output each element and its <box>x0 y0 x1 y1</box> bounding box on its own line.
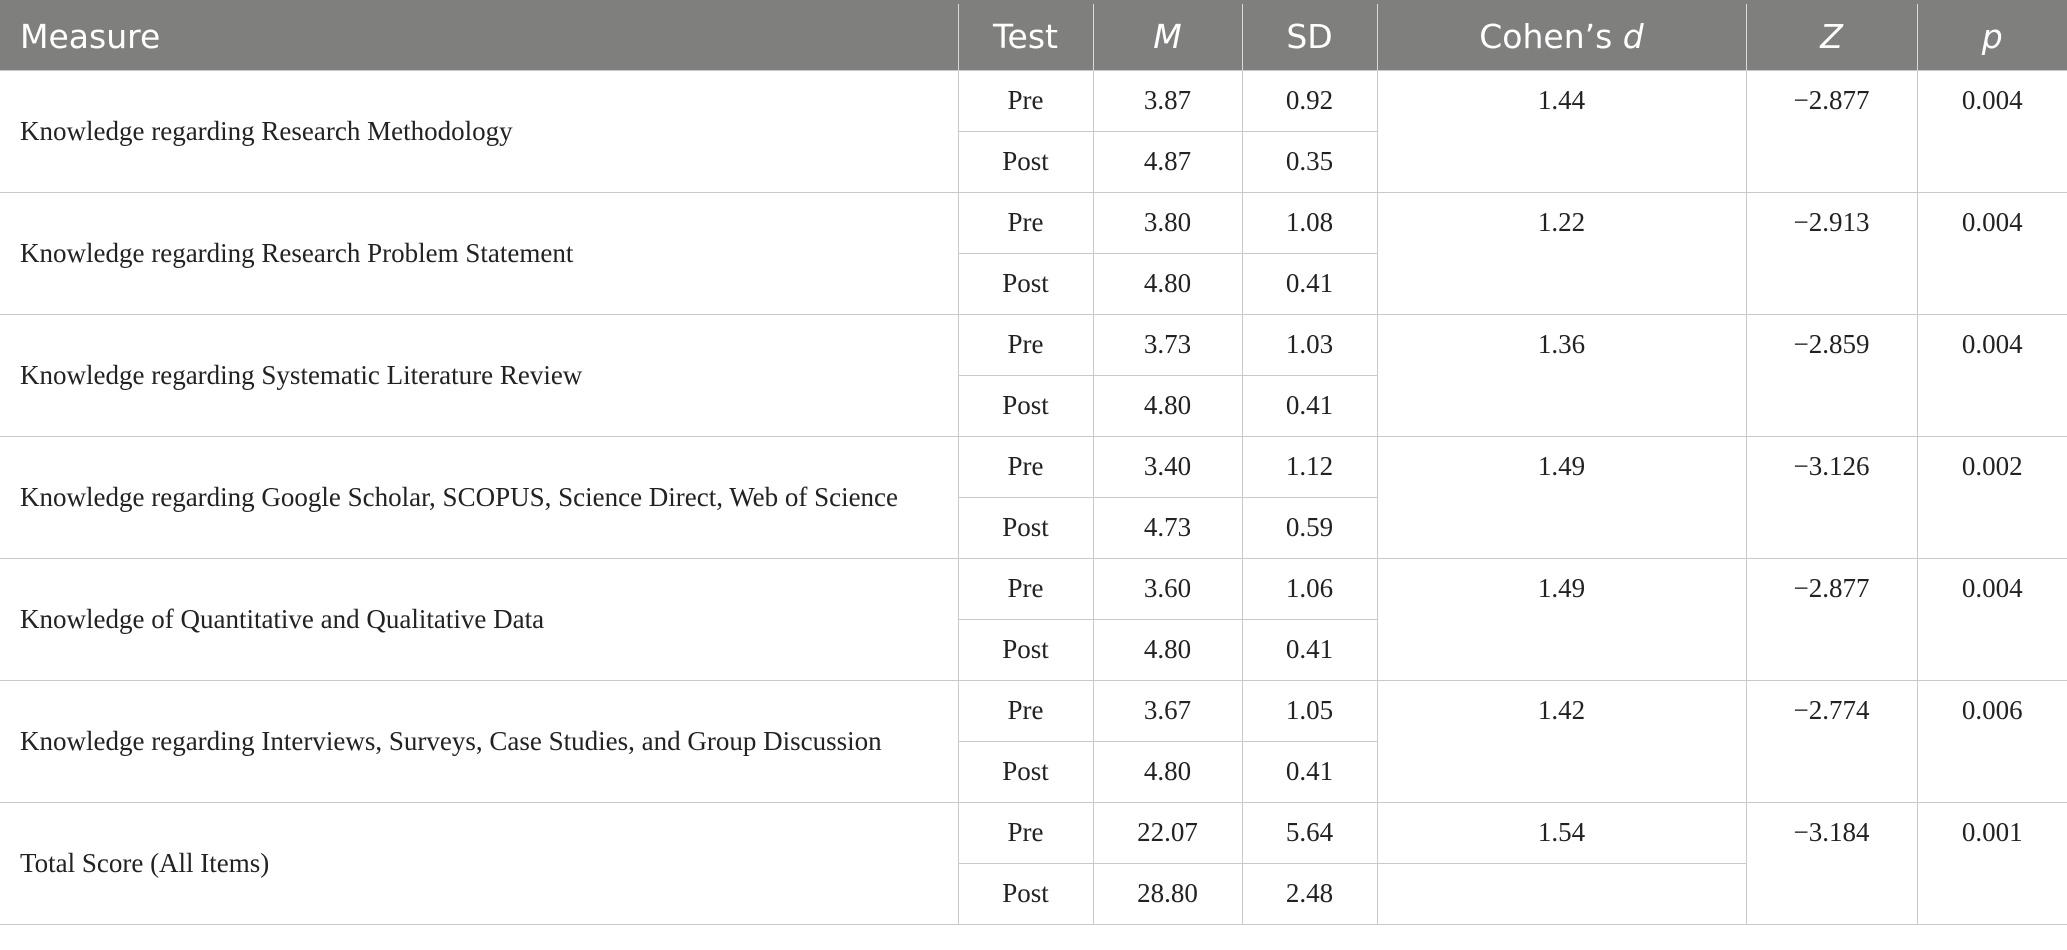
header-row <box>0 2 2067 70</box>
table-row-pre <box>0 192 2067 253</box>
z-cell: −3.126 <box>1746 436 1917 558</box>
cohens-d-cell: 1.36 <box>1377 314 1746 436</box>
header-cohens-d-symbol: d <box>1622 17 1644 57</box>
z-cell: −2.913 <box>1746 192 1917 314</box>
cohens-d-cell: 1.44 <box>1377 70 1746 192</box>
mean-cell: 3.87 <box>1093 70 1242 131</box>
cohens-d-cell: 1.49 <box>1377 558 1746 680</box>
test-cell: Post <box>958 741 1093 802</box>
header-mean <box>1093 2 1242 70</box>
measure-cell: Total Score (All Items) <box>0 802 958 924</box>
sd-cell: 0.35 <box>1242 131 1377 192</box>
mean-cell: 4.80 <box>1093 741 1242 802</box>
sd-cell: 0.92 <box>1242 70 1377 131</box>
cohens-d-cell: 1.49 <box>1377 436 1746 558</box>
p-cell: 0.001 <box>1917 802 2067 924</box>
sd-cell: 1.05 <box>1242 680 1377 741</box>
header-cohens-d <box>1377 2 1746 70</box>
mean-cell: 4.80 <box>1093 253 1242 314</box>
sd-cell: 1.12 <box>1242 436 1377 497</box>
header-test: Test <box>958 2 1093 70</box>
table-row-pre <box>0 680 2067 741</box>
z-cell: −3.184 <box>1746 802 1917 924</box>
test-cell: Post <box>958 497 1093 558</box>
sd-cell: 0.41 <box>1242 253 1377 314</box>
mean-cell: 4.73 <box>1093 497 1242 558</box>
header-z <box>1746 2 1917 70</box>
mean-cell: 28.80 <box>1093 863 1242 924</box>
test-cell: Pre <box>958 70 1093 131</box>
mean-cell: 3.60 <box>1093 558 1242 619</box>
mean-cell: 3.80 <box>1093 192 1242 253</box>
mean-cell: 4.87 <box>1093 131 1242 192</box>
z-cell: −2.859 <box>1746 314 1917 436</box>
sd-cell: 0.41 <box>1242 741 1377 802</box>
mean-cell: 3.73 <box>1093 314 1242 375</box>
measure-cell: Knowledge regarding Google Scholar, SCOPUS, Science Direct, Web of Science <box>0 436 958 558</box>
mean-cell: 4.80 <box>1093 619 1242 680</box>
header-p-label: p <box>1981 17 2003 57</box>
test-cell: Pre <box>958 192 1093 253</box>
measure-cell: Knowledge regarding Research Methodology <box>0 70 958 192</box>
sd-cell: 0.59 <box>1242 497 1377 558</box>
measure-cell: Knowledge regarding Systematic Literature Review <box>0 314 958 436</box>
measure-cell: Knowledge of Quantitative and Qualitative Data <box>0 558 958 680</box>
cohens-d-cell: 1.22 <box>1377 192 1746 314</box>
p-cell: 0.004 <box>1917 314 2067 436</box>
test-cell: Pre <box>958 314 1093 375</box>
measure-cell: Knowledge regarding Research Problem Statement <box>0 192 958 314</box>
mean-cell: 3.67 <box>1093 680 1242 741</box>
cohens-d-cell: 1.42 <box>1377 680 1746 802</box>
table-row-pre <box>0 436 2067 497</box>
header-mean-label: M <box>1153 17 1182 57</box>
p-cell: 0.004 <box>1917 70 2067 192</box>
p-cell: 0.004 <box>1917 558 2067 680</box>
table-row-pre <box>0 314 2067 375</box>
header-cohens-prefix: Cohen’s <box>1479 17 1623 57</box>
test-cell: Post <box>958 375 1093 436</box>
table-row-pre <box>0 802 2067 863</box>
test-cell: Pre <box>958 680 1093 741</box>
test-cell: Post <box>958 253 1093 314</box>
p-cell: 0.004 <box>1917 192 2067 314</box>
cohens-d-cell: 1.54 <box>1377 802 1746 863</box>
table-body <box>0 70 2067 924</box>
sd-cell: 1.03 <box>1242 314 1377 375</box>
p-cell: 0.002 <box>1917 436 2067 558</box>
mean-cell: 22.07 <box>1093 802 1242 863</box>
measure-cell: Knowledge regarding Interviews, Surveys, Case Studies, and Group Discussion <box>0 680 958 802</box>
table-row-pre <box>0 558 2067 619</box>
sd-cell: 2.48 <box>1242 863 1377 924</box>
z-cell: −2.877 <box>1746 558 1917 680</box>
table-row-pre <box>0 70 2067 131</box>
test-cell: Post <box>958 863 1093 924</box>
test-cell: Pre <box>958 802 1093 863</box>
sd-cell: 0.41 <box>1242 619 1377 680</box>
test-cell: Post <box>958 131 1093 192</box>
test-cell: Pre <box>958 436 1093 497</box>
sd-cell: 0.41 <box>1242 375 1377 436</box>
z-cell: −2.774 <box>1746 680 1917 802</box>
z-cell: −2.877 <box>1746 70 1917 192</box>
header-sd: SD <box>1242 2 1377 70</box>
mean-cell: 4.80 <box>1093 375 1242 436</box>
cohens-d-empty-cell <box>1377 863 1746 924</box>
test-cell: Post <box>958 619 1093 680</box>
test-cell: Pre <box>958 558 1093 619</box>
mean-cell: 3.40 <box>1093 436 1242 497</box>
sd-cell: 1.08 <box>1242 192 1377 253</box>
sd-cell: 5.64 <box>1242 802 1377 863</box>
sd-cell: 1.06 <box>1242 558 1377 619</box>
header-p <box>1917 2 2067 70</box>
header-measure: Measure <box>0 2 958 70</box>
header-z-label: Z <box>1820 17 1843 57</box>
p-cell: 0.006 <box>1917 680 2067 802</box>
